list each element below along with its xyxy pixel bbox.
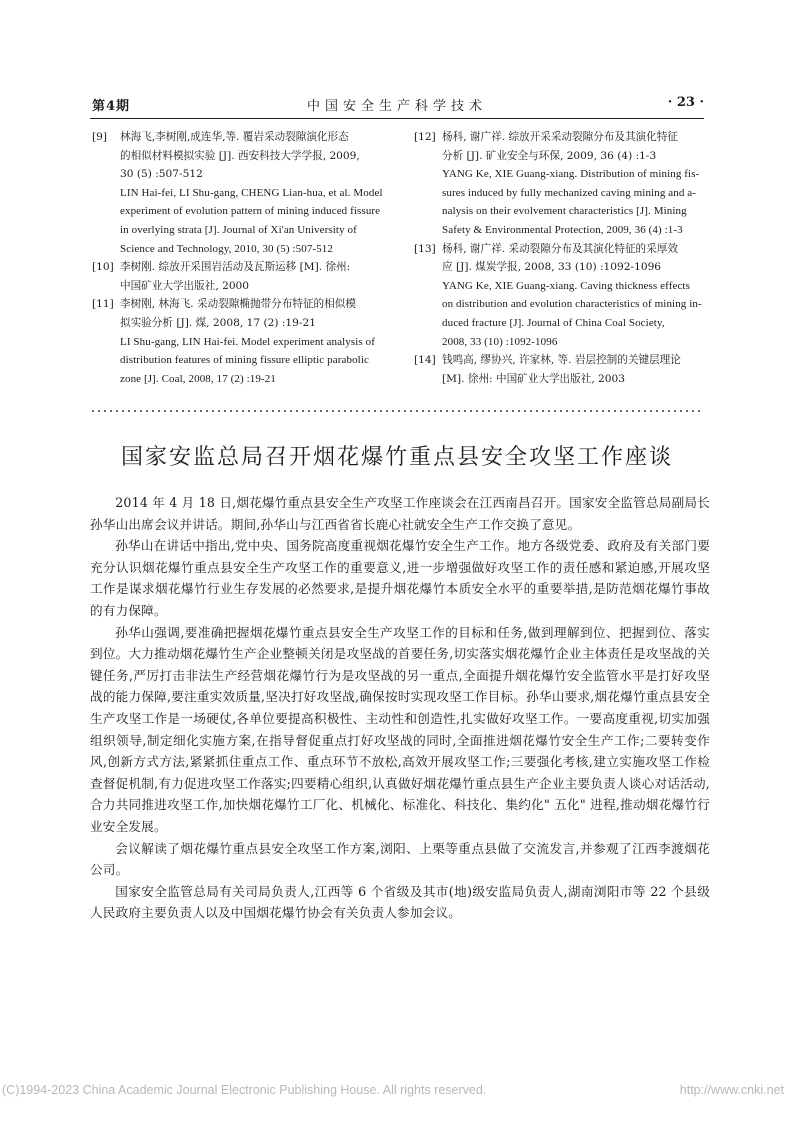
reference-line-en: YANG Ke, XIE Guang-xiang. Caving thickness effects: [442, 279, 690, 292]
reference-number: [13]: [414, 242, 436, 255]
reference-line-en: duced fracture [J]. Journal of China Coal Society,: [442, 316, 665, 329]
reference-line-en: Science and Technology, 2010, 30 (5) :507-512: [120, 242, 333, 255]
reference-line-en: YANG Ke, XIE Guang-xiang. Distribution of mining fis-: [442, 168, 700, 181]
reference-line-en: LI Shu-gang, LIN Hai-fei. Model experiment analysis of: [120, 335, 375, 348]
article-paragraph: 孙华山在讲话中指出,党中央、国务院高度重视烟花爆竹安全生产工作。地方各级党委、政府及有关部门要充分认识烟花爆竹重点县安全生产攻坚工作的重要意义,进一步增强做好攻坚工作的责任感和紧迫感,开展攻坚工作是谋求烟花爆竹行业生存发展的必然要求,是提升烟花爆竹本质安全水平的重要举措,是防范烟花爆竹事故的有力保障。: [90, 538, 710, 618]
reference-item: [414, 128, 720, 240]
reference-number: [12]: [414, 131, 436, 143]
reference-line-en: experiment of evolution pattern of mining induced fissure: [120, 205, 381, 218]
issue-number: 第4期: [92, 99, 131, 114]
reference-line-cn: 应 [J]. 煤炭学报, 2008, 33 (10) :1092-1096: [442, 261, 662, 274]
reference-item: [92, 258, 394, 295]
reference-number: [11]: [92, 298, 114, 311]
reference-line-en: on distribution and evolution characteristics of mining in-: [442, 298, 702, 311]
article-body: [90, 492, 710, 924]
section-separator: [90, 408, 704, 414]
page-header: [90, 92, 704, 114]
reference-number: [14]: [414, 354, 436, 367]
page-footer: [0, 1083, 794, 1103]
reference-line-en: 2008, 33 (10) :1092-1096: [442, 335, 558, 348]
copyright-notice: (C)1994-2023 China Academic Journal Electronic Publishing House. All rights reserved.: [2, 1083, 487, 1097]
reference-line-en: zone [J]. Coal, 2008, 17 (2) :19-21: [120, 372, 276, 385]
reference-number: [9]: [92, 131, 108, 143]
reference-line-en: Safety & Environmental Protection, 2009, 36 (4) :1-3: [442, 223, 683, 236]
journal-name: 中国安全生产科学技术: [306, 99, 487, 114]
reference-line-cn: 中国矿业大学出版社, 2000: [120, 279, 250, 292]
article-paragraph: 2014 年 4 月 18 日,烟花爆竹重点县安全生产攻坚工作座谈会在江西南昌召开。国家安全监管总局副局长孙华山出席会议并讲话。期间,孙华山与江西省省长鹿心社就安全生产工作交换了意见。: [90, 495, 710, 532]
references-right-column: [414, 128, 720, 388]
reference-line-en: nalysis on their evolvement characteristics [J]. Mining: [442, 205, 687, 218]
article-paragraph: 孙华山强调,要准确把握烟花爆竹重点县安全生产攻坚工作的目标和任务,做到理解到位、把握到位、落实到位。大力推动烟花爆竹生产企业整顿关闭是攻坚战的首要任务,切实落实烟花爆竹企业主体责任是攻坚战的关键任务,严厉打击非法生产经营烟花爆竹行为是攻坚战的另一重点,全面提升烟花爆竹安全监管水平是打好攻坚战的能力保障,要注重实效质量,坚决打好攻坚战,确保按时实现攻坚工作目标。孙华山要求,烟花爆竹重点县安全生产攻坚工作是一场硬仗,各单位要提高积极性、主动性和创造性,扎实做好攻坚工作。一要高度重视,切实加强组织领导,制定细化实施方案,在指导督促重点打好攻坚战的同时,全面推进烟花爆竹安全生产工作;二要转变作风,创新方式方法,紧紧抓住重点工作、重点环节不放松,高效开展攻坚工作;三要强化考核,建立实施攻坚工作检查督促机制,有力促进攻坚工作落实;四要精心组织,认真做好烟花爆竹重点县生产企业主要负责人谈心对话活动,合力共同推进攻坚工作,加快烟花爆竹工厂化、机械化、标准化、科技化、集约化" 五化" 进程,推动烟花爆竹行业安全发展。: [90, 624, 710, 834]
article-paragraph: 国家安全监管总局有关司局负责人,江西等 6 个省级及其市(地)级安监局负责人,湖南浏阳市等 22 个县级人民政府主要负责人以及中国烟花爆竹协会有关负责人参加会议。: [90, 883, 710, 921]
reference-item: [414, 351, 720, 388]
reference-item: [92, 295, 394, 388]
references-left-column: [92, 128, 394, 388]
header-rule: [90, 118, 704, 119]
reference-line-cn: 拟实验分析 [J]. 煤, 2008, 17 (2) :19-21: [120, 316, 316, 329]
article-paragraph: 会议解读了烟花爆竹重点县安全攻坚工作方案,浏阳、上栗等重点县做了交流发言,并参观了江西李渡烟花公司。: [90, 840, 710, 878]
reference-line-cn: 李树刚. 综放开采围岩活动及瓦斯运移 [M]. 徐州:: [120, 261, 351, 274]
reference-line-cn: 林海飞,李树刚,成连华,等. 覆岩采动裂隙演化形态: [120, 131, 349, 143]
article-title: 国家安监总局召开烟花爆竹重点县安全攻坚工作座谈: [120, 445, 673, 470]
footer-url: http://www.cnki.net: [679, 1083, 784, 1097]
reference-line-cn: 的相似材料模拟实验 [J]. 西安科技大学学报, 2009,: [120, 149, 360, 162]
reference-line-cn: [M]. 徐州: 中国矿业大学出版社, 2003: [442, 372, 626, 385]
reference-number: [10]: [92, 261, 114, 274]
reference-line-en: LIN Hai-fei, LI Shu-gang, CHENG Lian-hua, et al. Model: [120, 186, 383, 199]
reference-line-cn: 30 (5) :507-512: [120, 168, 203, 181]
reference-line-cn: 李树刚, 林海飞. 采动裂隙椭抛带分布特征的相似模: [120, 298, 356, 311]
reference-line-en: in overlying strata [J]. Journal of Xi'an University of: [120, 223, 357, 236]
reference-line-cn: 杨科, 谢广祥. 综放开采采动裂隙分布及其演化特征: [442, 131, 678, 143]
reference-line-cn: 钱鸣高, 缪协兴, 许家林, 等. 岩层控制的关键层理论: [442, 354, 681, 367]
reference-line-en: sures induced by fully mechanized caving mining and a-: [442, 186, 697, 199]
reference-line-en: distribution features of mining fissure elliptic parabolic: [120, 354, 369, 367]
page-number: · 23 ·: [667, 95, 704, 110]
reference-item: [414, 240, 720, 352]
reference-line-cn: 分析 [J]. 矿业安全与环保, 2009, 36 (4) :1-3: [442, 149, 657, 162]
reference-line-cn: 杨科, 谢广祥. 采动裂隙分布及其演化特征的采厚效: [442, 242, 678, 255]
reference-item: [92, 128, 394, 258]
